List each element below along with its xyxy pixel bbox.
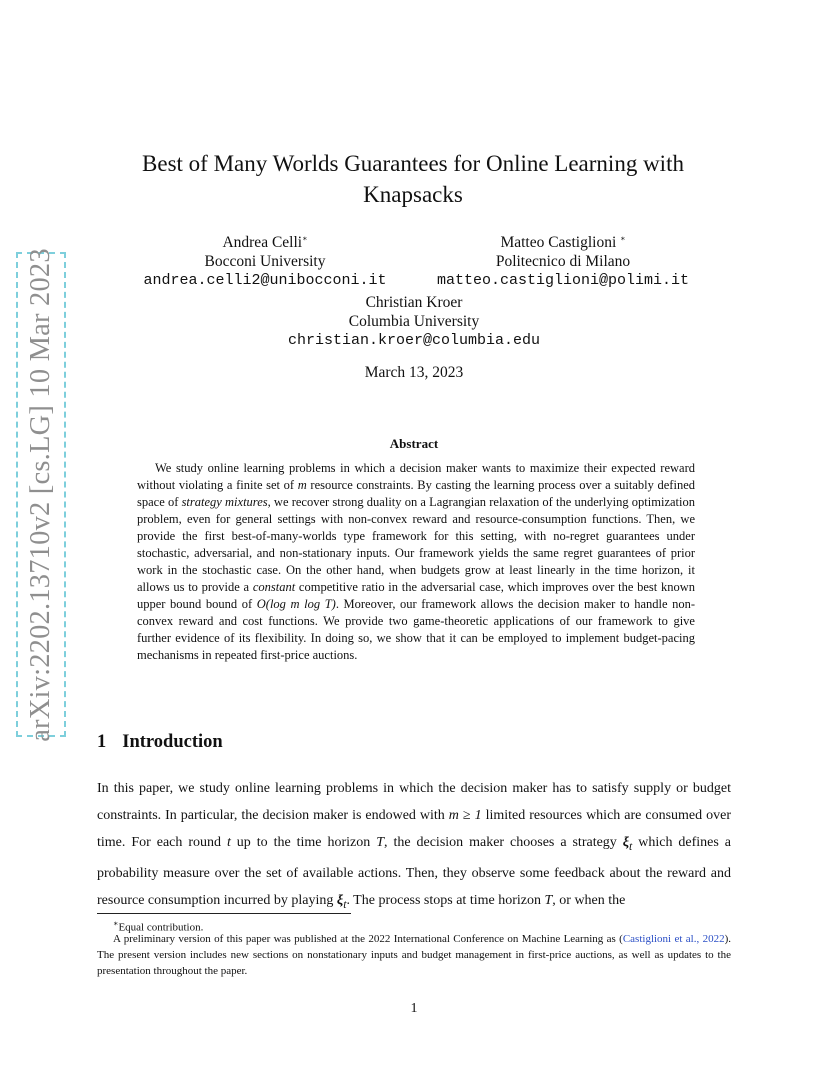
author-name: Andrea Celli∗: [222, 234, 308, 252]
emphasis-strategy-mixtures: strategy mixtures: [181, 495, 268, 509]
page-number: 1: [410, 1001, 418, 1016]
emphasis-constant: constant: [252, 580, 296, 594]
author-mark: ∗: [302, 234, 308, 243]
arxiv-id: arXiv:2202.13710v2 [cs.LG] 10 Mar 2023: [25, 247, 56, 742]
math-xi: ξ: [622, 835, 630, 850]
author-mark: ∗: [620, 234, 626, 243]
author-block-2: [413, 229, 713, 290]
abstract-body: We study online learning problems in which a decision maker wants to maximize their expected reward without violating a finite set of m resource constraints. By casting the learning process over a suitably defined space of strategy mixtures, we recover strong duality on a Lagrangian relaxation of the underlying optimization problem, even for general settings with non-convex reward and resource-consumption functions. Then, we provide the first best-of-many-worlds type framework for this setting, with no-regret guarantees under stochastic, adversarial, and non-stationary inputs. Our framework yields the same regret guarantees of prior work in the stochastic case. On the other hand, when budgets grow at least linearly in the time horizon, it allows us to provide a constant competitive ratio in the adversarial case, which improves over the best known upper bound bound of O(log m log T). Moreover, our framework allows the decision maker to handle non-convex reward and cost functions. We provide two game-theoretic applications of our framework to give further evidence of its flexibility. In doing so, we show that it can be employed to implement budget-pacing mechanisms in repeated first-price auctions.: [137, 461, 696, 662]
author-name: Christian Kroer: [365, 294, 463, 311]
math-T: T: [376, 835, 384, 850]
author-affiliation: Politecnico di Milano: [495, 253, 631, 271]
section-title: Introduction: [122, 732, 223, 752]
author-block-3: [214, 293, 614, 350]
section-heading: [97, 732, 223, 753]
math-xi: ξ: [336, 892, 344, 908]
footnote-mark: ∗: [113, 919, 119, 928]
footnote-2: A preliminary version of this paper was published at the 2022 International Conference on Machine Learning as (Castiglioni et al., 2022). The present version includes new sections on nonstationary inputs and budget management in first-price auctions, as well as updates to the presentation throughout the paper.: [97, 933, 731, 977]
title-line-1: Best of Many Worlds Guarantees for Online Learning with: [142, 151, 684, 176]
arxiv-stamp[interactable]: [16, 247, 66, 742]
author-email[interactable]: matteo.castiglioni@polimi.it: [436, 272, 690, 290]
author-email[interactable]: andrea.celli2@unibocconi.it: [143, 272, 387, 290]
intro-paragraph: In this paper, we study online learning problems in which the decision maker has to satisfy supply or budget constraints. In particular, the decision maker is endowed with m ≥ 1 limited resources which are consumed over time. For each round t up to the time horizon T, the decision maker chooses a strategy $\xi_t$ which defines a probability measure over the set of available actions. Then, they observe some feedback about the reward and resource consumption incurred by playing $\xi_t$. The process stops at time horizon T, or when the: [97, 781, 732, 911]
footnote-rule: [97, 913, 351, 914]
math-bound: O(log m log T): [256, 597, 336, 611]
paper-title: [95, 148, 731, 210]
section-number: 1: [97, 732, 107, 752]
author-affiliation: Columbia University: [348, 313, 480, 330]
citation-link[interactable]: Castiglioni et al., 2022: [622, 933, 725, 945]
title-line-2: Knapsacks: [363, 182, 463, 207]
author-name: Matteo Castiglioni ∗: [500, 234, 626, 252]
math-t: t: [226, 835, 231, 850]
math-m-ge-1: m ≥ 1: [448, 808, 482, 823]
math-T: T: [544, 892, 553, 908]
math-m: m: [297, 478, 307, 492]
math-sub-t: t: [629, 839, 633, 853]
math-sub-t: t: [343, 897, 347, 911]
abstract-heading: Abstract: [389, 436, 439, 451]
author-block-1: [115, 229, 415, 290]
author-email[interactable]: christian.kroer@columbia.edu: [287, 332, 541, 349]
paper-date: March 13, 2023: [364, 364, 464, 381]
author-affiliation: Bocconi University: [204, 253, 326, 271]
footnote-1: ∗Equal contribution.: [113, 919, 204, 934]
